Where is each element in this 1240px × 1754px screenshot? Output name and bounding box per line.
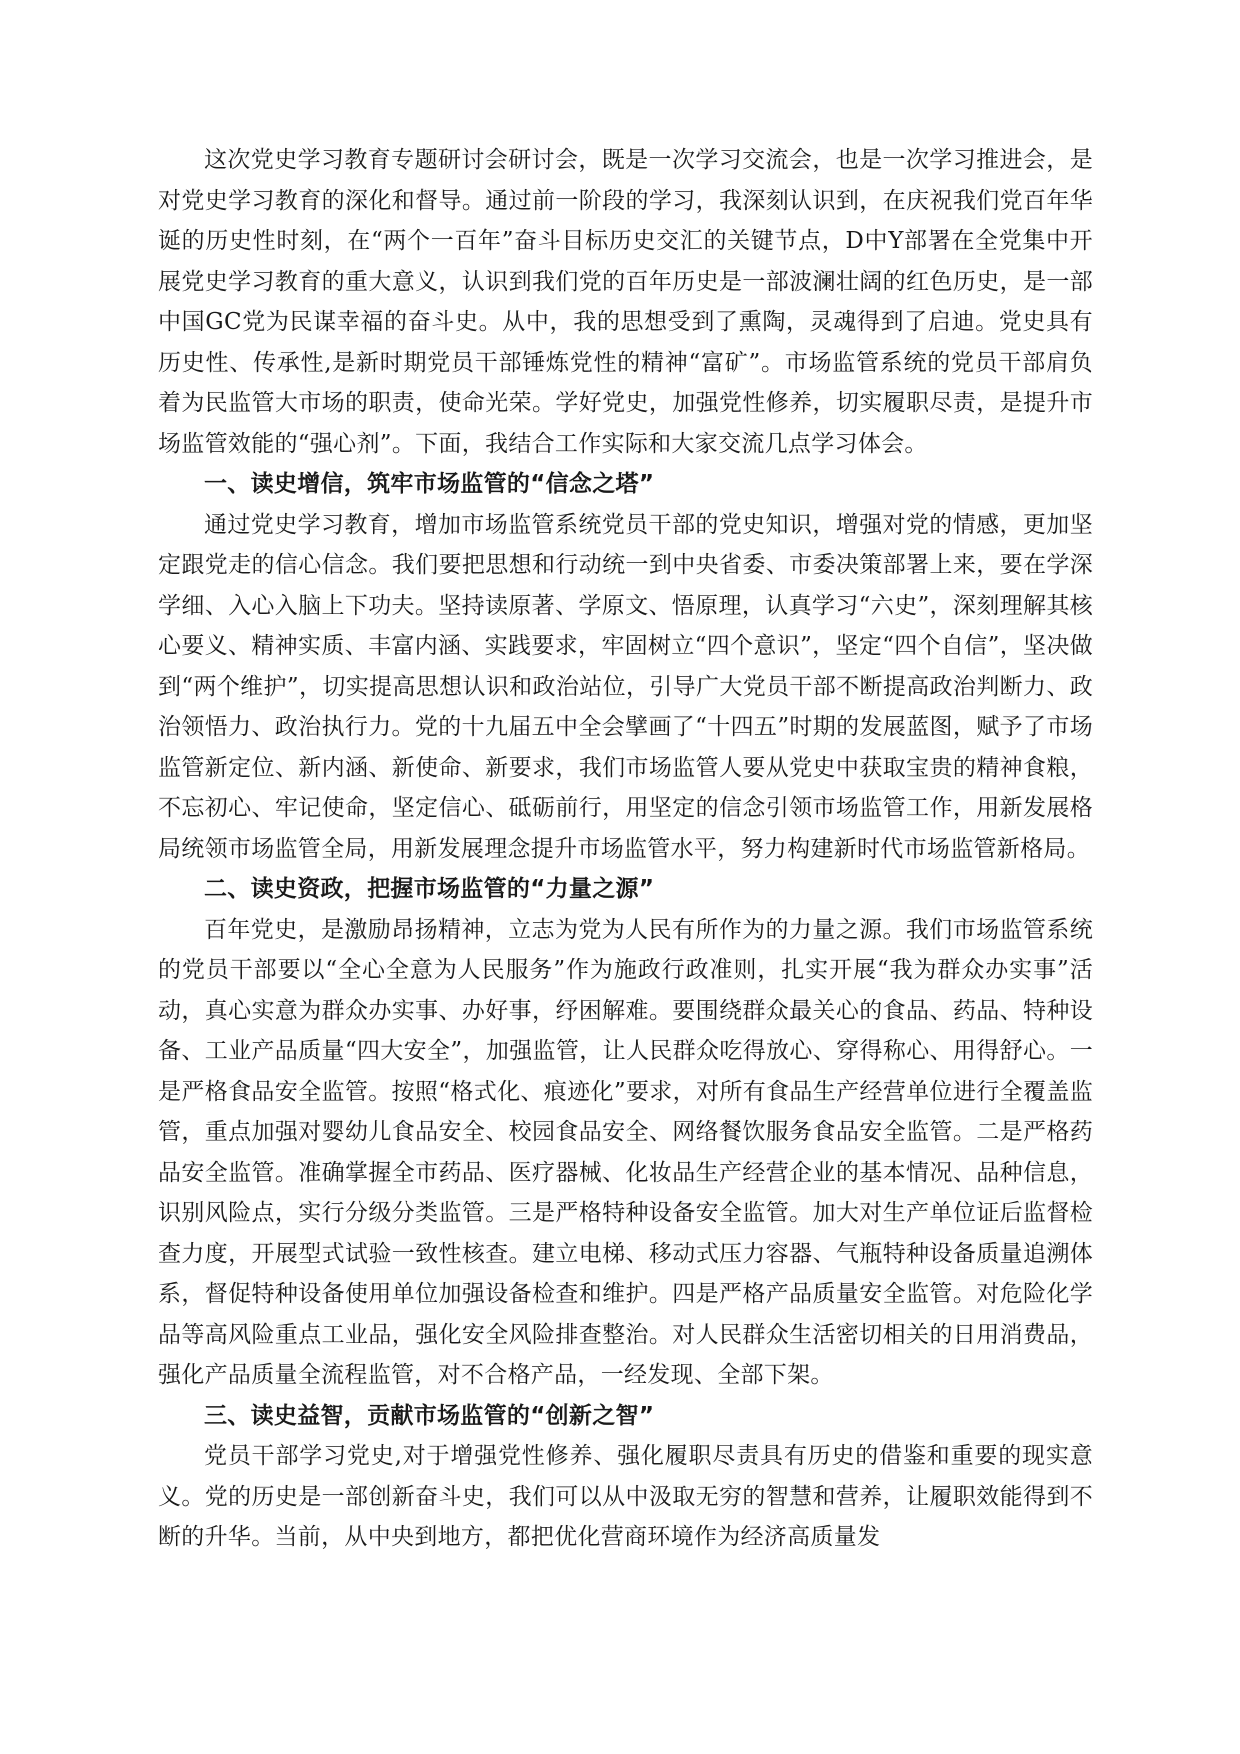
section-2-paragraph: 百年党史，是激励昂扬精神，立志为党为人民有所作为的力量之源。我们市场监管系统的党员干部要以“全心全意为人民服务”作为施政行政准则，扎实开展“我为群众办实事”活动，真心实意为群众办实事、办好事，纾困解难。要围绕群众最关心的食品、药品、特种设备、工业产品质量“四大安全”，加强监管，让人民群众吃得放心、穿得称心、用得舒心。一是严格食品安全监管。按照“格式化、痕迹化”要求，对所有食品生产经营单位进行全覆盖监管，重点加强对婴幼儿食品安全、校园食品安全、网络餐饮服务食品安全监管。二是严格药品安全监管。准确掌握全市药品、医疗器械、化妆品生产经营企业的基本情况、品种信息，识别风险点，实行分级分类监管。三是严格特种设备安全监管。加大对生产单位证后监督检查力度，开展型式试验一致性核查。建立电梯、移动式压力容器、气瓶特种设备质量追溯体系，督促特种设备使用单位加强设备检查和维护。四是严格产品质量安全监管。对危险化学品等高风险重点工业品，强化安全风险排查整治。对人民群众生活密切相关的日用消费品，强化产品质量全流程监管，对不合格产品，一经发现、全部下架。 [158, 916, 1093, 1388]
section-3-paragraph: 党员干部学习党史,对于增强党性修养、强化履职尽责具有历史的借鉴和重要的现实意义。党的历史是一部创新奋斗史，我们可以从中汲取无穷的智慧和营养，让履职效能得到不断的升华。当前，从中央到地方，都把优化营商环境作为经济高质量发 [158, 1443, 1093, 1550]
section-2-heading: 二、读史资政，把握市场监管的“力量之源” [204, 876, 655, 902]
section-3-heading: 三、读史益智，贡献市场监管的“创新之智” [204, 1402, 655, 1429]
document-page [158, 140, 1093, 1558]
intro-paragraph: 这次党史学习教育专题研讨会研讨会，既是一次学习交流会，也是一次学习推进会，是对党史学习教育的深化和督导。通过前一阶段的学习，我深刻认识到，在庆祝我们党百年华诞的历史性时刻，在“两个一百年”奋斗目标历史交汇的关键节点，D中Y部署在全党集中开展党史学习教育的重大意义，认识到我们党的百年历史是一部波澜壮阔的红色历史，是一部中国GC党为民谋幸福的奋斗史。从中，我的思想受到了熏陶，灵魂得到了启迪。党史具有历史性、传承性,是新时期党员干部锤炼党性的精神“富矿”。市场监管系统的党员干部肩负着为民监管大市场的职责，使命光荣。学好党史，加强党性修养，切实履职尽责，是提升市场监管效能的“强心剂”。下面，我结合工作实际和大家交流几点学习体会。 [158, 147, 1093, 457]
section-1-paragraph: 通过党史学习教育，增加市场监管系统党员干部的党史知识，增强对党的情感，更加坚定跟党走的信心信念。我们要把思想和行动统一到中央省委、市委决策部署上来，要在学深学细、入心入脑上下功夫。坚持读原著、学原文、悟原理，认真学习“六史”，深刻理解其核心要义、精神实质、丰富内涵、实践要求，牢固树立“四个意识”，坚定“四个自信”，坚决做到“两个维护”，切实提高思想认识和政治站位，引导广大党员干部不断提高政治判断力、政治领悟力、政治执行力。党的十九届五中全会擘画了“十四五”时期的发展蓝图，赋予了市场监管新定位、新内涵、新使命、新要求，我们市场监管人要从党史中获取宝贵的精神食粮，不忘初心、牢记使命，坚定信心、砥砺前行，用坚定的信念引领市场监管工作，用新发展格局统领市场监管全局，用新发展理念提升市场监管水平，努力构建新时代市场监管新格局。 [158, 511, 1093, 862]
section-1-heading: 一、读史增信，筑牢市场监管的“信念之塔” [204, 471, 655, 497]
